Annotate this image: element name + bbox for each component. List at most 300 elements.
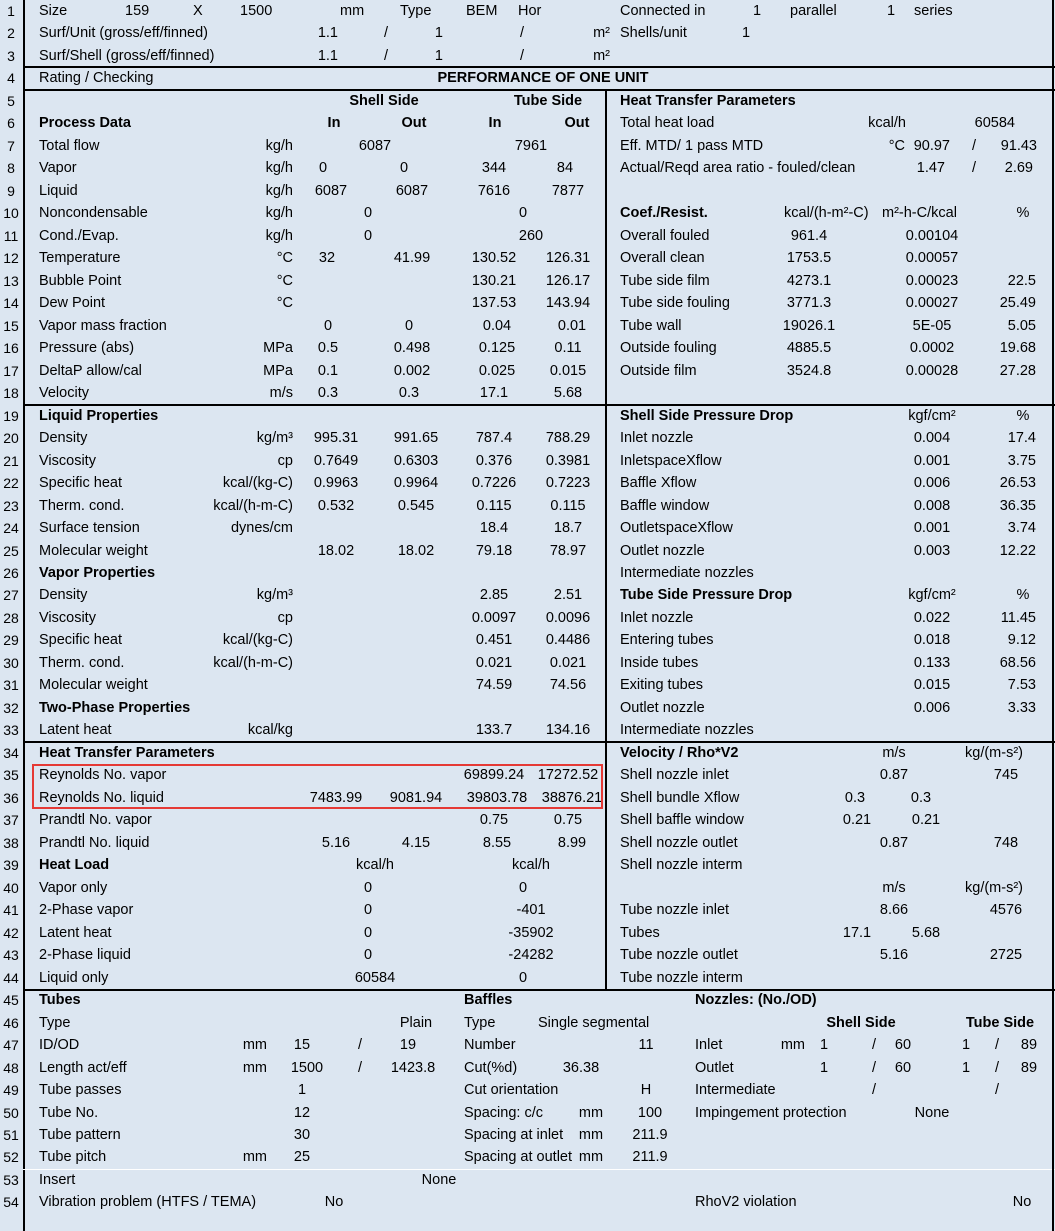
cell: Shell Side: [349, 92, 419, 109]
row-number: 45: [3, 992, 19, 1009]
cell: kg/(m-s²): [965, 879, 1023, 896]
cell: 17.4: [1007, 430, 1036, 447]
cell: H: [640, 1082, 652, 1099]
row-number: 46: [3, 1014, 19, 1031]
cell: 1: [819, 1059, 829, 1076]
cell: Total heat load: [620, 115, 715, 132]
cell: Heat Transfer Parameters: [39, 744, 215, 761]
cell: Prandtl No. vapor: [39, 812, 152, 829]
cell: 74.59: [475, 677, 513, 694]
cell: No: [1012, 1194, 1032, 1211]
cell: 2.51: [553, 587, 583, 604]
cell: /: [357, 1037, 363, 1054]
cell: Number: [464, 1037, 516, 1054]
cell: 0.115: [476, 497, 512, 514]
cell: 0.532: [317, 497, 355, 514]
row-number: 3: [7, 47, 15, 64]
cell: Molecular weight: [39, 677, 148, 694]
cell: 0.1: [317, 362, 339, 379]
cell: 0.21: [842, 812, 872, 829]
cell: Entering tubes: [620, 632, 714, 649]
row-number: 44: [3, 969, 19, 986]
cell: kg/h: [265, 227, 293, 244]
cell: Vibration problem (HTFS / TEMA): [39, 1194, 257, 1211]
row-number: 39: [3, 857, 19, 874]
cell: 0.00104: [905, 227, 959, 244]
cell: Surf/Shell (gross/eff/finned): [39, 47, 215, 64]
cell: Out: [401, 115, 427, 132]
cell: 2.69: [1004, 160, 1033, 177]
cell: 5.05: [1007, 317, 1036, 334]
cell: 0: [399, 160, 409, 177]
cell: /: [383, 25, 389, 42]
cell: 0: [318, 160, 328, 177]
cell: Tube Side: [513, 92, 583, 109]
cell: Molecular weight: [39, 542, 148, 559]
cell: 0.0097: [471, 609, 517, 626]
row-number: 8: [7, 160, 15, 177]
cell: /: [519, 47, 525, 64]
cell: 8.55: [482, 834, 512, 851]
row-number: 40: [3, 879, 19, 896]
cell: 89: [1020, 1059, 1038, 1076]
row-number: 2: [7, 25, 15, 42]
cell: Cut orientation: [464, 1082, 559, 1099]
cell: Surf/Unit (gross/eff/finned): [39, 25, 208, 42]
cell: Inside tubes: [620, 654, 699, 671]
cell: 159: [125, 3, 150, 19]
cell: Tubes: [620, 924, 660, 941]
cell: 68.56: [999, 654, 1036, 671]
cell: 3771.3: [786, 295, 832, 312]
cell: 748: [993, 834, 1019, 851]
cell: Shell nozzle outlet: [620, 834, 738, 851]
row-number: 54: [3, 1194, 19, 1211]
cell: 0: [404, 317, 414, 334]
cell: 25.49: [999, 295, 1036, 312]
cell: 0.115: [550, 497, 586, 514]
cell: Heat Transfer Parameters: [620, 92, 796, 109]
cell: Shells/unit: [620, 25, 687, 42]
cell: Spacing at outlet: [464, 1149, 573, 1166]
cell: Nozzles: (No./OD): [695, 992, 817, 1009]
row-number: 23: [3, 497, 19, 514]
cell: Baffle window: [620, 497, 710, 514]
cell: 18.02: [317, 542, 355, 559]
row-number: 10: [3, 205, 19, 222]
cell: MPa: [263, 340, 293, 357]
cell: No: [324, 1194, 344, 1211]
cell: m/s: [269, 385, 293, 402]
cell: Vapor mass fraction: [39, 317, 167, 334]
cell: 1: [961, 1037, 971, 1054]
row-number: 28: [3, 609, 19, 626]
cell: 2-Phase liquid: [39, 947, 131, 964]
cell: Tube No.: [39, 1104, 99, 1121]
section-divider-vertical: [605, 89, 607, 989]
cell: Outlet nozzle: [620, 699, 705, 716]
cell: kg/h: [265, 182, 293, 199]
cell: PERFORMANCE OF ONE UNIT: [437, 70, 649, 87]
cell: 0: [518, 205, 528, 222]
cell: 36.38: [562, 1059, 600, 1076]
cell: 9.12: [1007, 632, 1036, 649]
row-number: 43: [3, 947, 19, 964]
row-number: 1: [7, 3, 15, 19]
cell: 12: [293, 1104, 311, 1121]
cell: /: [971, 160, 977, 177]
cell: 1: [961, 1059, 971, 1076]
cell: 22.5: [1007, 272, 1036, 289]
cell: Baffles: [464, 992, 513, 1009]
cell: mm: [242, 1149, 267, 1166]
cell: 12.22: [999, 542, 1036, 559]
cell: 74.56: [549, 677, 587, 694]
cell: Dew Point: [39, 295, 106, 312]
cell: 89: [1020, 1037, 1038, 1054]
row-number: 35: [3, 767, 19, 784]
cell: Out: [564, 115, 590, 132]
row-number: 14: [3, 295, 19, 312]
cell: 17.1: [842, 924, 872, 941]
cell: Intermediate nozzles: [620, 722, 754, 739]
cell: °C: [888, 137, 905, 154]
cell: Vapor Properties: [39, 565, 156, 581]
row-number: 19: [3, 407, 19, 424]
cell: Vapor: [39, 160, 77, 177]
cell: 0.498: [393, 340, 431, 357]
cell: series: [914, 3, 953, 19]
cell: 260: [518, 227, 544, 244]
cell: Two-Phase Properties: [39, 699, 191, 716]
cell: Actual/Reqd area ratio - fouled/clean: [620, 160, 856, 177]
cell: 126.17: [545, 272, 591, 289]
cell: Overall clean: [620, 250, 705, 267]
cell: kg/m³: [256, 430, 293, 447]
cell: 7961: [514, 137, 548, 154]
cell: 1: [297, 1082, 307, 1099]
cell: 15: [293, 1037, 311, 1054]
row-number: 6: [7, 115, 15, 132]
cell: Eff. MTD/ 1 pass MTD: [620, 137, 764, 154]
row-number: 24: [3, 520, 19, 537]
row-number: 36: [3, 789, 19, 806]
cell: Bubble Point: [39, 272, 122, 289]
row-number: 52: [3, 1149, 19, 1166]
cell: 0.7223: [545, 475, 591, 492]
cell: In: [488, 115, 502, 132]
cell: 0.9963: [313, 475, 359, 492]
cell: Outlet nozzle: [620, 542, 705, 559]
cell: 0.04: [482, 317, 512, 334]
cell: 0.3: [317, 385, 339, 402]
row-number: 47: [3, 1037, 19, 1054]
cell: Noncondensable: [39, 205, 148, 222]
cell: DeltaP allow/cal: [39, 362, 142, 379]
cell: 4576: [989, 902, 1023, 919]
cell: Vapor only: [39, 879, 108, 896]
cell: Prandtl No. liquid: [39, 834, 150, 851]
cell: m²: [593, 25, 610, 42]
cell: 6087: [358, 137, 392, 154]
cell: Tube Side: [965, 1014, 1035, 1031]
cell: kcal/(kg-C): [222, 475, 293, 492]
cell: Cut(%d): [464, 1059, 518, 1076]
cell: 1: [434, 25, 443, 42]
cell: 5.68: [553, 385, 583, 402]
cell: Reynolds No. liquid: [39, 789, 164, 806]
cell: Tube Side Pressure Drop: [620, 587, 793, 604]
cell: kgf/cm²: [908, 587, 956, 604]
cell: Coef./Resist.: [620, 205, 708, 222]
cell: 0.00023: [905, 272, 959, 289]
cell: 0.87: [879, 834, 909, 851]
cell: 91.43: [1000, 137, 1037, 154]
cell: Tube side fouling: [620, 295, 730, 312]
cell: Tubes: [39, 992, 81, 1009]
cell: Tube passes: [39, 1082, 122, 1099]
cell: 4.15: [401, 834, 431, 851]
cell: parallel: [790, 3, 837, 19]
cell: 211.9: [632, 1127, 668, 1143]
cell: Liquid Properties: [39, 407, 159, 424]
cell: Insert: [39, 1171, 76, 1188]
cell: mm: [242, 1037, 267, 1054]
cell: Velocity / Rho*V2: [620, 744, 739, 761]
cell: 0: [363, 947, 373, 964]
cell: %: [1016, 587, 1030, 604]
row-number: 49: [3, 1082, 19, 1099]
cell: 4885.5: [786, 340, 832, 357]
cell: 4273.1: [786, 272, 832, 289]
cell: Cond./Evap.: [39, 227, 119, 244]
cell: 1: [434, 47, 443, 64]
row-number: 17: [3, 362, 19, 379]
cell: %: [1016, 407, 1030, 424]
row-number: 13: [3, 272, 19, 289]
cell: 60584: [974, 115, 1015, 132]
cell: 60584: [354, 969, 396, 986]
cell: 0: [323, 317, 333, 334]
cell: 2.85: [479, 587, 509, 604]
cell: 0.025: [478, 362, 516, 379]
cell: 0.7226: [471, 475, 517, 492]
cell: Latent heat: [39, 924, 112, 941]
cell: 0.21: [911, 812, 941, 829]
cell: 19026.1: [782, 317, 836, 334]
row-number: 41: [3, 902, 19, 919]
divider-row-19: [23, 404, 1055, 406]
cell: MPa: [263, 362, 293, 379]
cell: 0.018: [913, 632, 951, 649]
row-number: 25: [3, 542, 19, 559]
cell: Plain: [399, 1014, 433, 1031]
cell: 1.1: [317, 47, 338, 64]
cell: 344: [481, 160, 507, 177]
cell: Heat Load: [39, 857, 110, 874]
cell: 0.3: [398, 385, 420, 402]
cell: 1: [819, 1037, 829, 1054]
row-number: 50: [3, 1104, 19, 1121]
cell: 60: [894, 1037, 912, 1054]
cell: Density: [39, 587, 88, 604]
cell: kcal/(h-m²-C): [784, 205, 869, 222]
cell: 11.45: [1000, 609, 1036, 626]
cell: 130.21: [471, 272, 517, 289]
cell: InletspaceXflow: [620, 452, 722, 469]
cell: Specific heat: [39, 475, 123, 492]
row-number: 38: [3, 834, 19, 851]
divider-row-5: [23, 89, 1055, 91]
cell: Exiting tubes: [620, 677, 704, 694]
cell: Shell Side: [826, 1014, 896, 1031]
highlight-reynolds-box: [32, 764, 603, 809]
cell: Shell bundle Xflow: [620, 789, 740, 806]
cell: Total flow: [39, 137, 100, 154]
cell: 39803.78: [466, 789, 528, 806]
cell: 7616: [477, 182, 511, 199]
cell: 0.75: [553, 812, 583, 829]
cell: 0.3: [844, 789, 866, 806]
cell: 0.008: [913, 497, 951, 514]
row-number: 29: [3, 632, 19, 649]
cell: 745: [993, 767, 1019, 784]
cell: 17272.52: [537, 767, 599, 784]
cell: Latent heat: [39, 722, 112, 739]
cell: 0.125: [478, 340, 516, 357]
row-number: 34: [3, 744, 19, 761]
cell: -24282: [508, 947, 554, 964]
cell: 78.97: [549, 542, 587, 559]
cell: 0: [363, 205, 373, 222]
cell: kcal/h: [512, 857, 550, 874]
cell: mm: [578, 1149, 604, 1166]
cell: m/s: [882, 744, 906, 761]
cell: 18.4: [479, 520, 509, 537]
cell: 6087: [395, 182, 429, 199]
cell: /: [994, 1082, 1000, 1099]
cell: 5.16: [321, 834, 351, 851]
cell: 1: [887, 3, 896, 19]
cell: Connected in: [620, 3, 706, 19]
cell: 0.0002: [909, 340, 955, 357]
cell: 1.1: [317, 25, 338, 42]
cell: kg/m³: [256, 587, 293, 604]
cell: 3.74: [1007, 520, 1036, 537]
row-number: 48: [3, 1059, 19, 1076]
cell: Shell baffle window: [620, 812, 744, 829]
cell: Density: [39, 430, 88, 447]
cell: 36.35: [999, 497, 1036, 514]
cell: 0.00057: [905, 250, 959, 267]
cell: Spacing at inlet: [464, 1127, 564, 1143]
row-number: 20: [3, 430, 19, 447]
cell: Viscosity: [39, 452, 96, 469]
cell: 7877: [551, 182, 585, 199]
cell: -401: [516, 902, 546, 919]
cell: 0.022: [913, 609, 951, 626]
cell: 1500: [290, 1059, 324, 1076]
cell: 0.87: [879, 767, 909, 784]
cell: mm: [578, 1104, 604, 1121]
cell: Inlet nozzle: [620, 430, 694, 447]
cell: cp: [277, 452, 293, 469]
cell: 1: [742, 25, 751, 42]
cell: Hor: [518, 3, 542, 19]
cell: 6087: [314, 182, 348, 199]
cell: 0.003: [913, 542, 951, 559]
row-number: 15: [3, 317, 19, 334]
cell: 0.6303: [393, 452, 439, 469]
cell: 3524.8: [786, 362, 832, 379]
cell: 1: [753, 3, 762, 19]
cell: Outside film: [620, 362, 697, 379]
row-number: 32: [3, 699, 19, 716]
cell: 1423.8: [390, 1059, 436, 1076]
cell: 5.16: [879, 947, 909, 964]
cell: 79.18: [475, 542, 513, 559]
cell: 38876.21: [541, 789, 603, 806]
cell: 0.75: [479, 812, 509, 829]
cell: kcal/(h-m-C): [213, 497, 293, 514]
cell: Tube pitch: [39, 1149, 107, 1166]
cell: 0.11: [554, 340, 582, 357]
cell: 0.7649: [313, 452, 359, 469]
cell: 1.47: [916, 160, 945, 177]
cell: 0.00028: [905, 362, 959, 379]
cell: 0.006: [913, 699, 951, 716]
cell: Inlet: [695, 1037, 723, 1054]
cell: 995.31: [313, 430, 359, 447]
cell: Velocity: [39, 385, 89, 402]
cell: %: [1016, 205, 1030, 222]
cell: 0.0096: [545, 609, 591, 626]
cell: kg/h: [265, 137, 293, 154]
divider-row-45: [23, 989, 1055, 991]
cell: 0.451: [475, 632, 513, 649]
cell: 2-Phase vapor: [39, 902, 134, 919]
cell: None: [914, 1104, 950, 1121]
right-border: [1052, 0, 1054, 1231]
cell: Outlet: [695, 1059, 734, 1076]
cell: 7483.99: [309, 789, 363, 806]
cell: Baffle Xflow: [620, 475, 697, 492]
cell: Liquid: [39, 182, 78, 199]
cell: 0: [363, 924, 373, 941]
row-number: 16: [3, 340, 19, 357]
cell: 0.021: [549, 654, 587, 671]
cell: 0.3981: [545, 452, 591, 469]
row-number: 11: [3, 227, 19, 244]
cell: 143.94: [545, 295, 591, 312]
cell: OutletspaceXflow: [620, 520, 733, 537]
cell: 3.33: [1007, 699, 1036, 716]
cell: 2725: [989, 947, 1023, 964]
cell: 18.02: [397, 542, 435, 559]
cell: Overall fouled: [620, 227, 710, 244]
cell: 126.31: [545, 250, 591, 267]
row-number: 22: [3, 475, 19, 492]
cell: m/s: [882, 879, 906, 896]
cell: Reynolds No. vapor: [39, 767, 167, 784]
cell: 0.006: [913, 475, 951, 492]
cell: Pressure (abs): [39, 340, 135, 357]
cell: /: [994, 1059, 1000, 1076]
cell: Impingement protection: [695, 1104, 847, 1121]
cell: 19: [399, 1037, 417, 1054]
cell: 0: [363, 879, 373, 896]
cell: Therm. cond.: [39, 654, 125, 671]
